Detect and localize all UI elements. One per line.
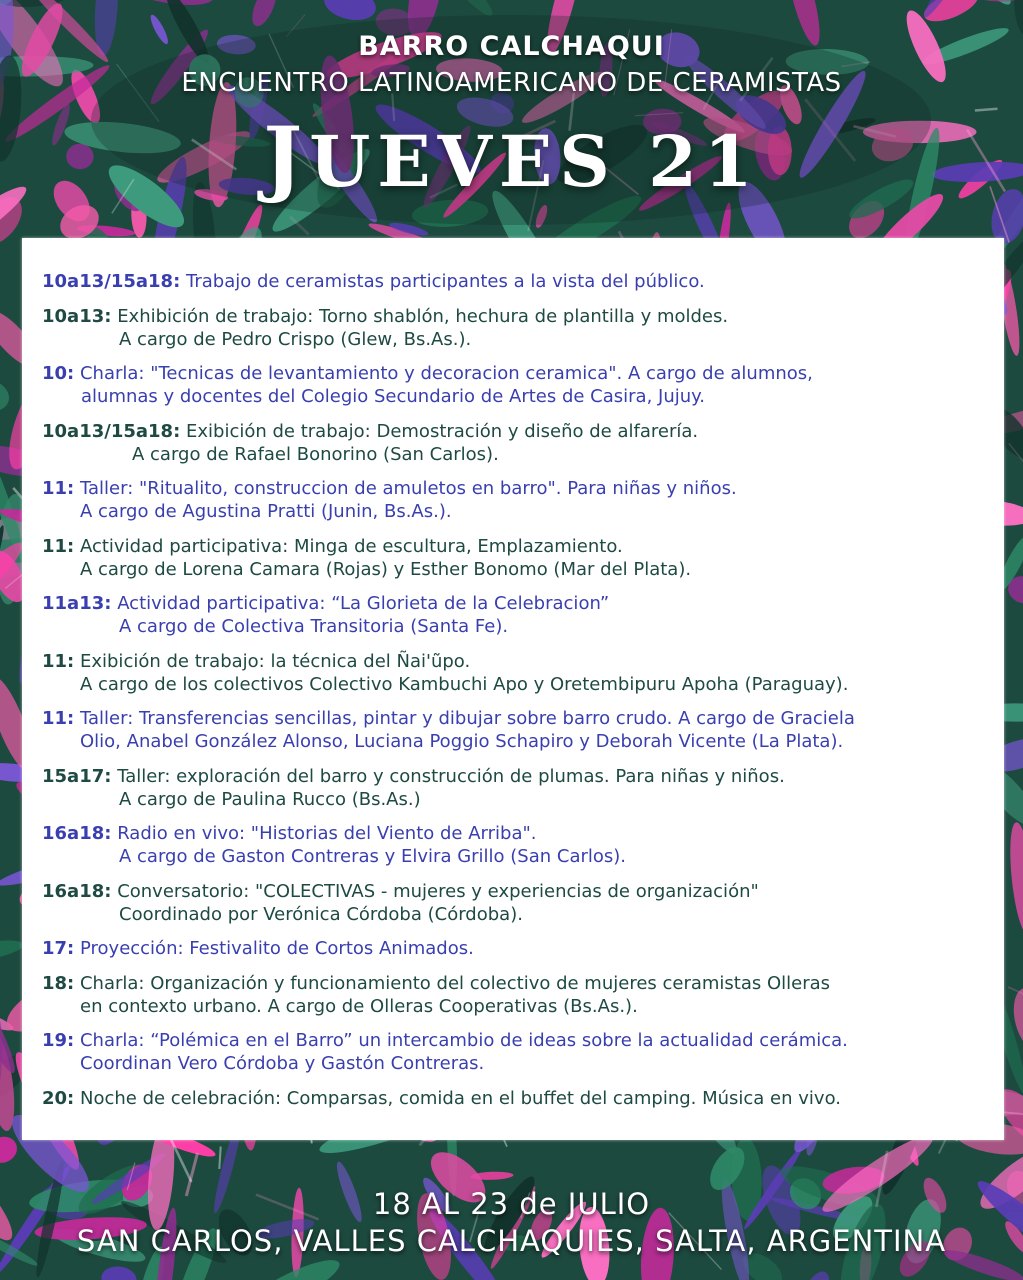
schedule-text-second-line: A cargo de Agustina Pratti (Junin, Bs.As.). (80, 501, 452, 522)
schedule-text-second-line: Coordinado por Verónica Córdoba (Córdoba). (119, 903, 523, 925)
header (0, 30, 1023, 206)
schedule-time: 15a17: (42, 765, 112, 787)
day-heading (0, 110, 1023, 206)
schedule-time: 17: (42, 938, 75, 959)
event-title: BARRO CALCHAQUI (358, 31, 665, 62)
schedule-item (42, 535, 987, 581)
schedule-time: 11a13: (42, 593, 112, 614)
schedule-text: Exibición de trabajo: la técnica del Ñai'ũpo. (79, 650, 471, 672)
schedule-text: Charla: Organización y funcionamiento del colectivo de mujeres ceramistas Olleras (79, 972, 831, 994)
schedule-item (42, 1029, 987, 1075)
schedule-panel (22, 238, 1004, 1140)
schedule-text-second-line: Coordinan Vero Córdoba y Gastón Contreras. (80, 1053, 485, 1074)
schedule-time: 11: (42, 708, 75, 729)
schedule-time: 10a13: (42, 305, 112, 327)
schedule-text: Charla: "Tecnicas de levantamiento y decoracion ceramica". A cargo de alumnos, (79, 363, 813, 384)
schedule-text-second-line: A cargo de Gaston Contreras y Elvira Grillo (San Carlos). (119, 846, 627, 867)
schedule-text: Radio en vivo: "Historias del Viento de Arriba". (117, 823, 537, 844)
schedule-list (42, 270, 987, 1121)
schedule-time: 10a13/15a18: (42, 420, 181, 442)
schedule-item (42, 1087, 987, 1110)
schedule-item (42, 972, 987, 1018)
schedule-item (42, 592, 987, 638)
schedule-text: Taller: "Ritualito, construccion de amuletos en barro". Para niñas y niños. (79, 478, 737, 499)
schedule-text: Proyección: Festivalito de Cortos Animados. (79, 938, 474, 959)
schedule-text: Exibición de trabajo: Demostración y diseño de alfarería. (186, 420, 699, 442)
event-location: SAN CARLOS, VALLES CALCHAQUIES, SALTA, ARGENTINA (76, 1224, 947, 1258)
schedule-item (42, 650, 987, 696)
schedule-text-second-line: alumnas y docentes del Colegio Secundario de Artes de Casira, Jujuy. (81, 386, 705, 407)
schedule-time: 11: (42, 478, 75, 499)
schedule-item (42, 822, 987, 868)
schedule-time: 19: (42, 1030, 75, 1051)
schedule-item (42, 362, 987, 408)
event-subtitle: ENCUENTRO LATINOAMERICANO DE CERAMISTAS (181, 68, 842, 98)
schedule-time: 16a18: (42, 880, 112, 902)
schedule-text-second-line: A cargo de Paulina Rucco (Bs.As.) (119, 788, 421, 810)
schedule-text-second-line: A cargo de Pedro Crispo (Glew, Bs.As.). (119, 328, 472, 350)
footer (0, 1186, 1023, 1260)
schedule-text-second-line: A cargo de Lorena Camara (Rojas) y Esther Bonomo (Mar del Plata). (80, 558, 692, 580)
schedule-item (42, 477, 987, 523)
schedule-item (42, 270, 987, 293)
schedule-time: 11: (42, 650, 75, 672)
schedule-text-second-line: Olio, Anabel González Alonso, Luciana Poggio Schapiro y Deborah Vicente (La Plata). (80, 731, 844, 752)
schedule-text-second-line: A cargo de Rafael Bonorino (San Carlos). (132, 443, 499, 465)
day-heading-word: UEVES (309, 120, 617, 203)
schedule-text: Trabajo de ceramistas participantes a la vista del público. (186, 271, 705, 292)
schedule-item (42, 305, 987, 351)
schedule-text: Taller: Transferencias sencillas, pintar y dibujar sobre barro crudo. A cargo de Graciela (79, 708, 855, 729)
schedule-text: Exhibición de trabajo: Torno shablón, hechura de plantilla y moldes. (117, 305, 729, 327)
schedule-time: 20: (42, 1087, 75, 1109)
schedule-text-second-line: A cargo de Colectiva Transitoria (Santa Fe). (119, 616, 509, 637)
schedule-text: Taller: exploración del barro y construcción de plumas. Para niñas y niños. (117, 765, 785, 787)
schedule-text: Conversatorio: "COLECTIVAS - mujeres y experiencias de organización" (117, 880, 759, 902)
schedule-time: 10a13/15a18: (42, 271, 181, 292)
schedule-time: 10: (42, 363, 75, 384)
schedule-item (42, 765, 987, 811)
schedule-text: Actividad participativa: Minga de escultura, Emplazamiento. (79, 535, 623, 557)
schedule-item (42, 707, 987, 753)
schedule-text: Charla: “Polémica en el Barro” un intercambio de ideas sobre la actualidad cerámica. (79, 1030, 848, 1051)
schedule-text: Actividad participativa: “La Glorieta de la Celebracion” (117, 593, 610, 614)
schedule-item (42, 937, 987, 960)
day-heading-number: 21 (648, 120, 760, 203)
schedule-item (42, 880, 987, 926)
event-dates: 18 AL 23 de JULIO (372, 1187, 651, 1221)
schedule-time: 11: (42, 535, 75, 557)
schedule-text-second-line: A cargo de los colectivos Colectivo Kambuchi Apo y Oretembipuru Apoha (Paraguay). (80, 673, 849, 695)
day-heading-initial: J (263, 110, 310, 206)
schedule-item (42, 420, 987, 466)
schedule-text-second-line: en contexto urbano. A cargo de Olleras Cooperativas (Bs.As.). (80, 995, 638, 1017)
schedule-time: 18: (42, 972, 75, 994)
schedule-time: 16a18: (42, 823, 112, 844)
schedule-text: Noche de celebración: Comparsas, comida en el buffet del camping. Música en vivo. (79, 1087, 841, 1109)
